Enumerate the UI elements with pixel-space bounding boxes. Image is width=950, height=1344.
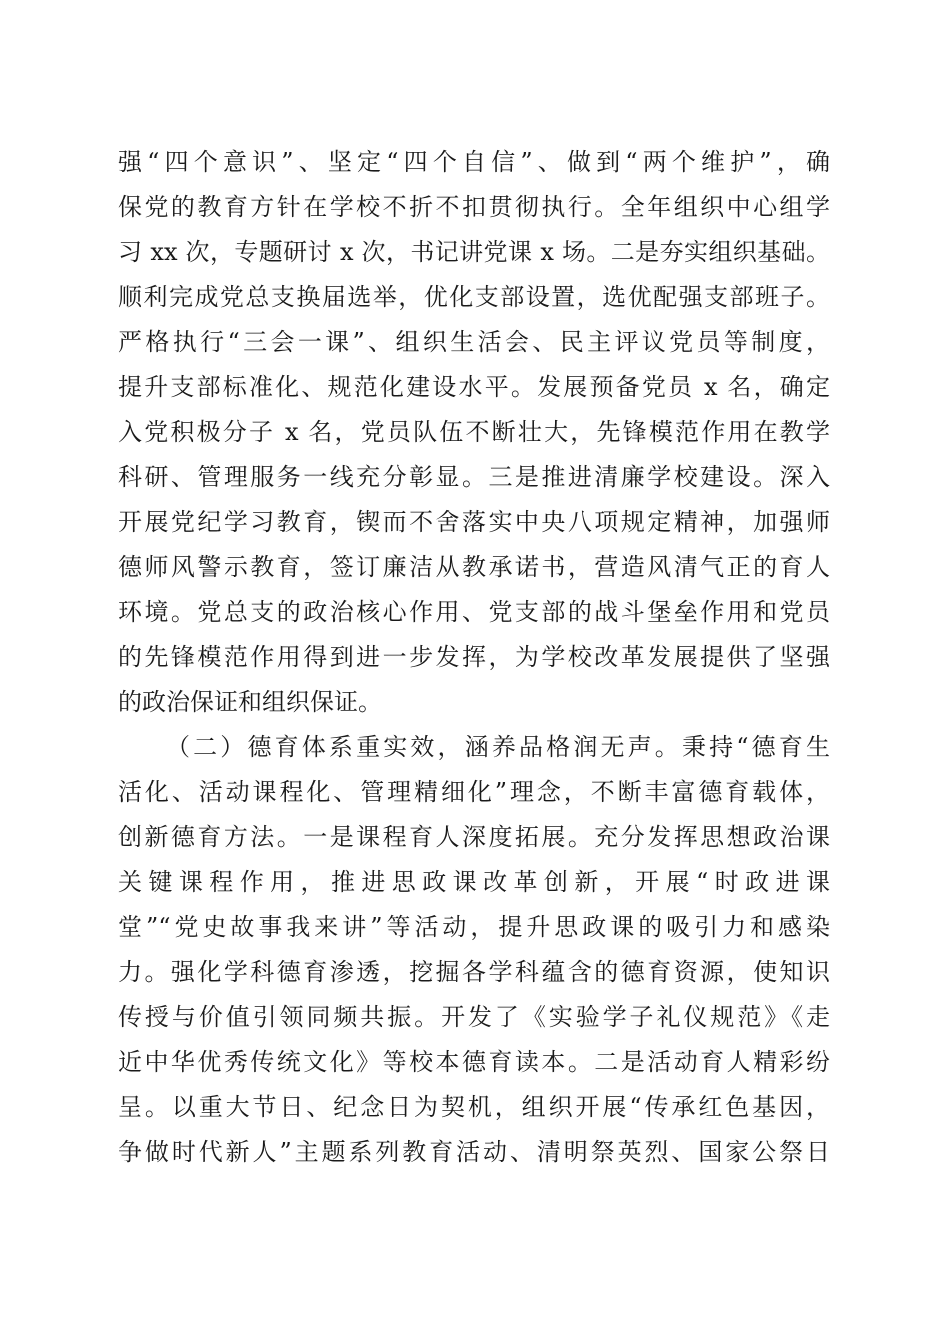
- text-line: 保党的教育方针在学校不折不扣贯彻执行。全年组织中心组学: [118, 193, 830, 221]
- text-line: 的政治保证和组织保证。: [118, 688, 382, 716]
- section-heading-line: （二）德育体系重实效，涵养品格润无声。秉持“德育生: [166, 733, 830, 761]
- text-line: 环境。党总支的政治核心作用、党支部的战斗堡垒作用和党员: [118, 598, 830, 626]
- text-line: 活化、活动课程化、管理精细化”理念，不断丰富德育载体，: [118, 778, 830, 806]
- text-line: 科研、管理服务一线充分彰显。三是推进清廉学校建设。深入: [118, 463, 830, 491]
- text-line: 德师风警示教育，签订廉洁从教承诺书，营造风清气正的育人: [118, 553, 830, 581]
- text-line: 关键课程作用，推进思政课改革创新，开展“时政进课: [118, 868, 830, 896]
- text-line: 创新德育方法。一是课程育人深度拓展。充分发挥思想政治课: [118, 823, 830, 851]
- text-line: 严格执行“三会一课”、组织生活会、民主评议党员等制度，: [118, 328, 830, 356]
- text-line: 传授与价值引领同频共振。开发了《实验学子礼仪规范》《走: [118, 1003, 830, 1031]
- text-line: 争做时代新人”主题系列教育活动、清明祭英烈、国家公祭日: [118, 1138, 830, 1166]
- text-line: 力。强化学科德育渗透，挖掘各学科蕴含的德育资源，使知识: [118, 958, 830, 986]
- text-line: 入党积极分子 x 名，党员队伍不断壮大，先锋模范作用在教学: [118, 418, 830, 446]
- text-line: 呈。以重大节日、纪念日为契机，组织开展“传承红色基因，: [118, 1093, 830, 1121]
- text-line: 近中华优秀传统文化》等校本德育读本。二是活动育人精彩纷: [118, 1048, 830, 1076]
- text-line: 习 xx 次，专题研讨 x 次，书记讲党课 x 场。二是夯实组织基础。: [118, 238, 830, 266]
- text-line: 顺利完成党总支换届选举，优化支部设置，选优配强支部班子。: [118, 283, 830, 311]
- text-line: 开展党纪学习教育，锲而不舍落实中央八项规定精神，加强师: [118, 508, 830, 536]
- text-line: 提升支部标准化、规范化建设水平。发展预备党员 x 名，确定: [118, 373, 830, 401]
- text-line: 的先锋模范作用得到进一步发挥，为学校改革发展提供了坚强: [118, 643, 830, 671]
- text-line: 强“四个意识”、坚定“四个自信”、做到“两个维护”，确: [118, 148, 830, 176]
- text-line: 堂”“党史故事我来讲”等活动，提升思政课的吸引力和感染: [118, 913, 830, 941]
